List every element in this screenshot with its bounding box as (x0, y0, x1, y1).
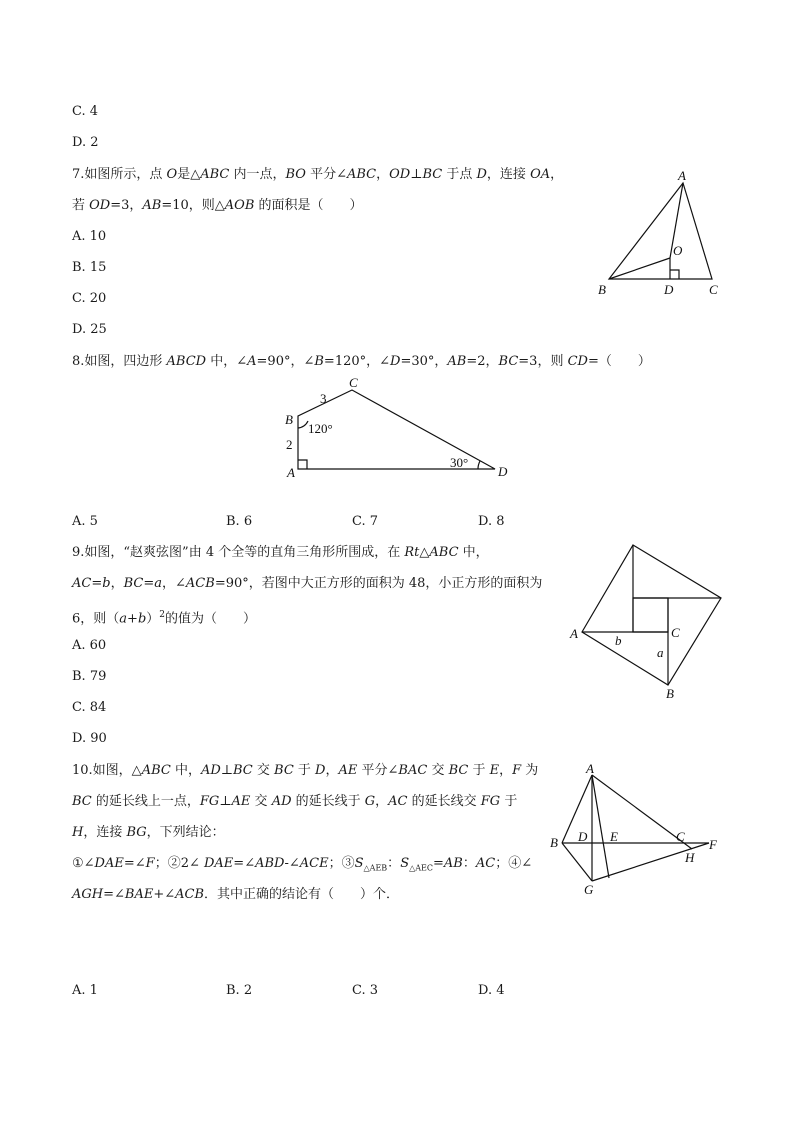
q7-label-c: C (709, 282, 718, 297)
q8-label-d: D (498, 464, 508, 479)
q8-option-a: A. 5 (72, 514, 98, 529)
q10-segment-ab (562, 775, 592, 843)
q10-segment-ae-extended (592, 775, 609, 878)
q10-stem-line1: 10.如图，△ABC 中，AD⊥BC 交 BC 于 D，AE 平分∠BAC 交 BC 于 E，F 为 (72, 763, 539, 778)
q8-option-c: C. 7 (352, 514, 379, 529)
q10-label-d: D (578, 829, 588, 844)
q9-label-a: A (570, 626, 578, 641)
q7-stem-line2: 若 OD=3，AB=10，则△AOB 的面积是（ ） (72, 198, 363, 213)
q10-label-g: G (584, 882, 594, 897)
q7-option-a: A. 10 (72, 229, 107, 244)
q9-option-a: A. 60 (72, 638, 107, 653)
q10-option-b: B. 2 (226, 983, 253, 998)
q7-option-d: D. 25 (72, 322, 107, 337)
q10-option-d: D. 4 (478, 983, 505, 998)
q6-option-d: D. 2 (72, 135, 99, 150)
q10-option-a: A. 1 (72, 983, 98, 998)
q8-label-c: C (349, 375, 358, 390)
q10-label-h: H (685, 850, 695, 865)
q10-stem-line3: H，连接 BG，下列结论： (72, 825, 225, 840)
q10-label-e: E (610, 829, 618, 844)
q7-label-a: A (678, 168, 686, 183)
q9-option-d: D. 90 (72, 731, 107, 746)
q10-segment-bg (562, 843, 592, 881)
q9-option-b: B. 79 (72, 669, 107, 684)
q8-label-b: B (285, 412, 293, 427)
q7-label-o: O (673, 243, 683, 258)
q9-stem-line2: AC=b，BC=a，∠ACB=90°，若图中大正方形的面积为 48，小正方形的面积为 (72, 576, 543, 591)
q10-stem-line5: AGH=∠BAE+∠ACB．其中正确的结论有（ ）个． (72, 887, 400, 902)
q7-label-b: B (598, 282, 606, 297)
q9-label-c: C (671, 625, 680, 640)
q10-label-b: B (550, 835, 558, 850)
q8-stem: 8.如图，四边形 ABCD 中，∠A=90°，∠B=120°，∠D=30°，AB=2，BC=3，则 CD=（ ） (72, 354, 651, 369)
q9-label-b: B (666, 686, 674, 701)
q9-stem-line1: 9.如图，“赵爽弦图”由 4 个全等的直角三角形所围成，在 Rt△ABC 中， (72, 545, 489, 560)
q7-option-b: B. 15 (72, 260, 107, 275)
q6-option-c: C. 4 (72, 104, 99, 119)
q8-label-bc-length: 3 (320, 391, 327, 406)
q10-label-a: A (586, 761, 594, 776)
q8-label-ab-length: 2 (286, 437, 293, 452)
q8-label-angle-d: 30° (450, 455, 469, 470)
q7-stem-line1: 7.如图所示，点 O是△ABC 内一点，BO 平分∠ABC，OD⊥BC 于点 D，连接 OA， (72, 167, 564, 182)
q10-option-c: C. 3 (352, 983, 379, 998)
q9-label-side-b: b (615, 633, 622, 648)
q8-option-b: B. 6 (226, 514, 253, 529)
q10-stem-line2: BC 的延长线上一点，FG⊥AE 交 AD 的延长线于 G，AC 的延长线交 FG 于 (72, 794, 518, 809)
q10-stem-line4: ①∠DAE=∠F；②2∠ DAE=∠ABD-∠ACE；$③S_{\triangle AEB}$：$S_{\triangle AEC}=AB$：AC；④∠ (72, 856, 533, 873)
q9-stem-line3: 6，则$(a+b)^2$的值为（ ） (72, 610, 257, 627)
q9-label-side-a: a (657, 645, 664, 660)
q7-option-c: C. 20 (72, 291, 107, 306)
q8-label-angle-b: 120° (308, 421, 333, 436)
q8-option-d: D. 8 (478, 514, 505, 529)
q10-label-c: C (676, 829, 685, 844)
q10-label-f: F (709, 837, 717, 852)
q9-option-c: C. 84 (72, 700, 107, 715)
q7-label-d: D (664, 282, 674, 297)
q8-label-a: A (287, 465, 295, 480)
